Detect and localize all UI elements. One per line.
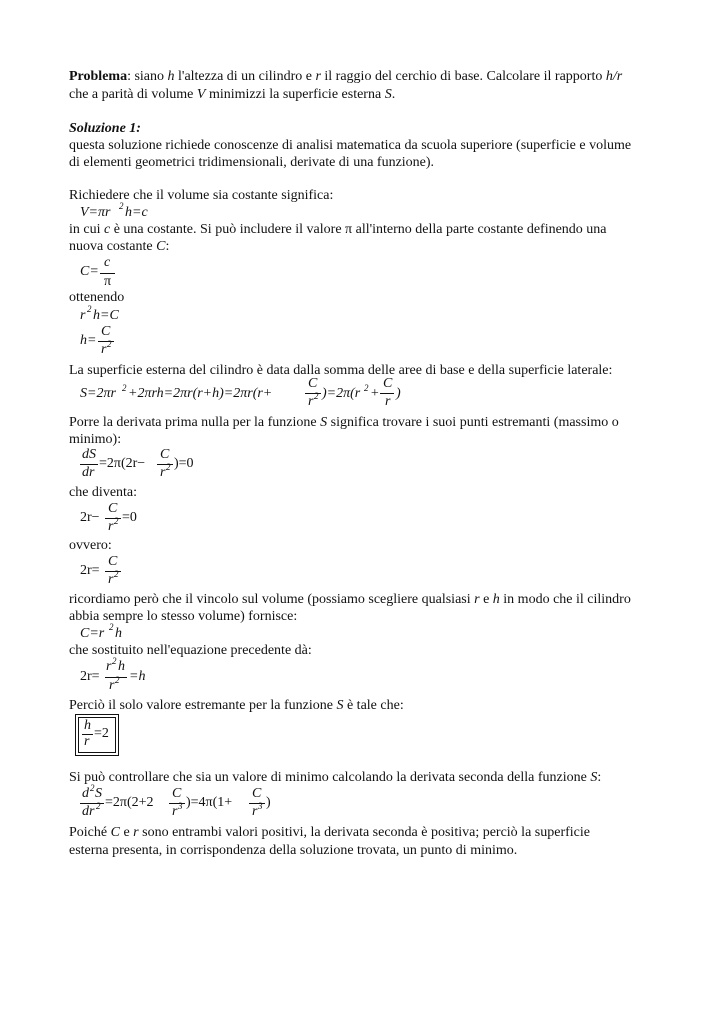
paragraph-7: minimo): (69, 432, 122, 447)
text: e (119, 825, 134, 840)
paragraph-3 (69, 239, 169, 255)
equation-surface: S=2πr 2 +2πrh=2πr(r+h)=2πr(r+ C r 2 )=2π(r 2 + C r ) (80, 376, 401, 409)
var-r: r (133, 825, 139, 840)
text: Perciò il solo valore estremante per la funzione (69, 698, 337, 713)
paragraph-11: abbia sempre lo stesso volume) fornisce: (69, 609, 298, 624)
ratio-hr: h/r (605, 69, 623, 84)
paragraph-2 (69, 222, 607, 238)
text: nuova costante (69, 239, 157, 254)
var-S: S (384, 87, 392, 102)
text: e (479, 592, 493, 607)
paragraph-6 (69, 415, 619, 431)
paragraph-9: ovvero: (69, 538, 112, 553)
problem-text: il raggio del cerchio di base. Calcolare il rapporto (320, 69, 606, 84)
text: significa trovare i suoi punti estremanti (massimo o (327, 415, 619, 430)
var-r: r (315, 69, 321, 84)
paragraph-10 (69, 592, 631, 608)
paragraph-12: che sostituito nell'equazione precedente dà: (69, 643, 312, 658)
document-page: Problema: siano h l'altezza di un cilindro e r il raggio del cerchio di base. Calcolare il rapporto h/r che a parità di volume V minimizzi la superficie esterna S. Soluzione 1: questa soluzione richiede conoscenze di analisi matematica da scuola superiore (superficie e volume di elementi geometrici tridimensionali, derivate di una funzione). Richiedere che il volume sia costante significa: V=πr 2 h=c in cui c è una costante. Si può includere il valore π all'interno della parte costante definendo una nuova costante C: C= c π ottenendo r 2 h=C h= C r 2 La superficie esterna del cilindro è data dalla somma delle aree di base e della superficie laterale: S=2πr 2 +2πrh=2πr(r+h)=2πr(r+ C r 2 )=2π(r 2 + C r ) Porre la derivata prima nulla per la funzione S significa trovare i suoi punti estremanti (massimo o minimo): dS dr =2π(2r− C r 2 )=0 che diventa: 2r− C r 2 =0 ovvero: 2r= C r 2 ricordiamo però che il vincolo sul volume (possiamo scegliere qualsiasi r e h in modo che il cilindro abbia sempre lo stesso volume) fornisce: C=r 2 h che sostituito nell'equazione precedente dà: 2r= r 2 h r 2 =h Perciò il solo valore estremante per la funzione S è tale che: h r =2 Si può controllare che sia un valore di minimo calcolando la derivata seconda della funzione S: d 2 S dr 2 =2π(2+2 C r 3 )=4π(1+ C r 3 ) Poiché C e r sono entrambi valori positivi, la derivata seconda è positiva; perciò la superficie esterna presenta, in corrispondenza della soluzione trovata, un punto di minimo. (69, 69, 632, 858)
var-S: S (336, 698, 344, 713)
paragraph-13 (69, 698, 404, 714)
solution-intro-1: questa soluzione richiede conoscenze di analisi matematica da scuola superiore (superficie e volume (69, 138, 632, 153)
var-S: S (320, 415, 328, 430)
text: ricordiamo però che il vincolo sul volume (possiamo scegliere qualsiasi (69, 592, 475, 607)
problem-text: che a parità di volume (69, 87, 197, 102)
var-V: V (196, 87, 206, 102)
problem-label: Problema (69, 69, 128, 84)
solution-intro-2: di elementi geometrici tridimensionali, derivate di una funzione). (69, 155, 435, 170)
equation-second-derivative: d 2 S dr 2 =2π(2+2 C r 3 )=4π(1+ C r 3 ) (82, 783, 271, 819)
equation-result: h r =2 (84, 718, 109, 749)
problem-text: . (391, 87, 396, 102)
text: : (165, 239, 170, 254)
paragraph-5: La superficie esterna del cilindro è data dalla somma delle aree di base e della superficie laterale: (69, 363, 613, 378)
equation-2r-minus: 2r− C r 2 =0 (80, 501, 137, 534)
paragraph-4: ottenendo (69, 290, 125, 305)
equation-substitution: 2r= r 2 h r 2 =h (80, 656, 146, 693)
problem-line-2 (69, 87, 395, 103)
paragraph-1: Richiedere che il volume sia costante significa: (69, 188, 334, 203)
paragraph-8: che diventa: (69, 485, 138, 500)
var-C: C (156, 239, 166, 254)
text: sono entrambi valori positivi, la derivata seconda è positiva; perciò la superficie (138, 825, 590, 840)
problem-text: : siano (127, 69, 168, 84)
var-h: h (167, 69, 175, 84)
text: Porre la derivata prima nulla per la funzione (69, 415, 321, 430)
paragraph-15 (69, 825, 590, 841)
text: è tale che: (343, 698, 404, 713)
problem-text: minimizzi la superficie esterna (205, 87, 385, 102)
equation-2r-equals: 2r= C r 2 (80, 554, 140, 590)
problem-line-1 (69, 69, 622, 85)
paragraph-16: esterna presenta, in corrispondenza della soluzione trovata, un punto di minimo. (69, 843, 518, 858)
text: : (597, 770, 602, 785)
paragraph-14 (69, 770, 601, 786)
problem-text: l'altezza di un cilindro e (174, 69, 316, 84)
text: in cui (69, 222, 104, 237)
text: Poiché (69, 825, 111, 840)
var-C: C (110, 825, 120, 840)
text: è una costante. Si può includere il valore π all'interno della parte costante definendo una (110, 222, 607, 237)
equation-C-def: C= c π (80, 255, 120, 291)
var-S: S (590, 770, 598, 785)
var-c: c (104, 222, 111, 237)
var-h: h (492, 592, 500, 607)
text: in modo che il cilindro (499, 592, 631, 607)
text: Si può controllare che sia un valore di minimo calcolando la derivata seconda della funzione (69, 770, 591, 785)
solution-heading: Soluzione 1: (69, 121, 141, 136)
var-r: r (474, 592, 480, 607)
equation-h: h= C r 2 (80, 324, 120, 360)
equation-first-derivative: dS dr =2π(2r− C r 2 )=0 (82, 447, 194, 480)
